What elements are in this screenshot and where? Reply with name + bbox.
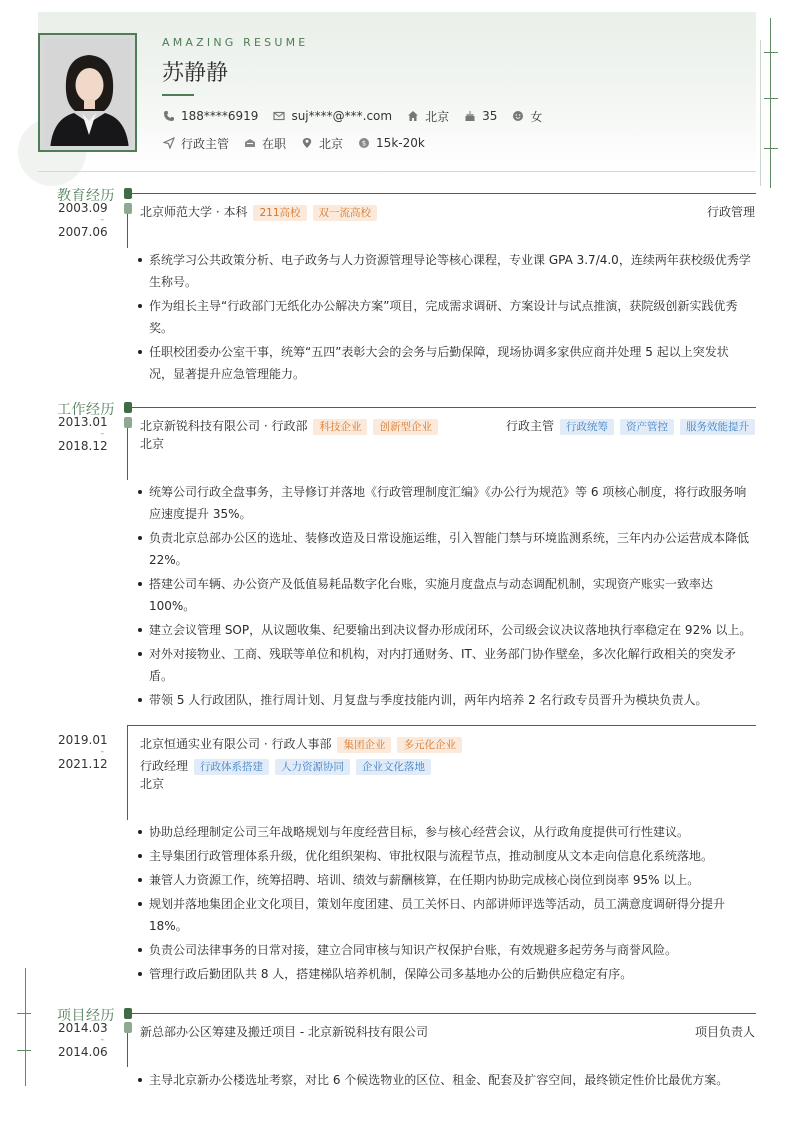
contact-email: suj****@***.com	[272, 109, 392, 123]
edu-school: 北京师范大学 · 本科	[140, 205, 248, 219]
face-icon	[511, 110, 524, 123]
section-title-work: 工作经历	[57, 402, 115, 418]
svg-text:$: $	[361, 139, 366, 148]
list-item: 作为组长主导“行政部门无纸化办公解决方案”项目，完成需求调研、方案设计与试点推演，获院级创新实践优秀奖。	[138, 295, 752, 339]
timeline-dot	[124, 402, 132, 413]
job-company: 北京新锐科技有限公司 · 行政部	[140, 419, 308, 433]
timeline-line	[127, 214, 128, 248]
timeline-dot-light	[124, 417, 132, 428]
timeline-line	[127, 1033, 128, 1067]
contact-gender: 女	[511, 108, 542, 125]
project-start-date: 2014.03	[58, 1021, 108, 1035]
job-company-row	[140, 417, 438, 435]
decorative-tick	[17, 1050, 31, 1051]
edu-end-date: 2007.06	[58, 225, 108, 239]
list-item: 主导集团行政管理体系升级，优化组织架构、审批权限与流程节点，推动制度从文本走向信息化系统落地。	[138, 845, 752, 867]
candidate-name: 苏静静	[162, 61, 229, 86]
coin-icon	[357, 137, 370, 150]
list-item: 建立会议管理 SOP，从议题收集、纪要输出到决议督办形成闭环，公司级会议决议落地执行率稳定在 92% 以上。	[138, 619, 752, 641]
tag: 人力资源协同	[275, 759, 350, 775]
timeline-dot-light	[124, 1022, 132, 1033]
edu-school-row	[140, 203, 377, 221]
section-title-education: 教育经历	[57, 188, 115, 204]
tag: 服务效能提升	[680, 419, 755, 435]
contact-row	[162, 107, 556, 125]
timeline-dot	[124, 1008, 132, 1019]
home-icon	[406, 110, 419, 123]
project-end-date: 2014.06	[58, 1045, 108, 1059]
tag: 集团企业	[337, 737, 391, 753]
list-item: 负责公司法律事务的日常对接，建立合同审核与知识产权保护台账，有效规避多起劳务与商誉风险。	[138, 939, 752, 961]
list-item: 主导北京新办公楼选址考察，对比 6 个候选物业的区位、租金、配套及扩容空间，最终锁定性价比最优方案。	[138, 1069, 752, 1091]
list-item: 负责北京总部办公区的选址、装修改造及日常设施运维，引入智能门禁与环境监测系统，三年内办公运营成本降低 22%。	[138, 527, 752, 571]
job-role: 行政主管	[505, 419, 554, 433]
project-name: 新总部办公区筹建及搬迁项目 - 北京新锐科技有限公司	[140, 1025, 428, 1039]
date-separator: -	[100, 1035, 104, 1045]
tag: 创新型企业	[373, 419, 438, 435]
edu-start-date: 2003.09	[58, 201, 108, 215]
cake-icon	[463, 110, 476, 123]
job-end-date: 2021.12	[58, 757, 108, 771]
job-company: 北京恒通实业有限公司 · 行政人事部	[140, 737, 332, 751]
job-end-date: 2018.12	[58, 439, 108, 453]
intent-position: 行政主管	[162, 135, 229, 152]
location-icon	[300, 137, 313, 150]
edu-bullets	[138, 249, 752, 387]
tag: 行政体系搭建	[194, 759, 269, 775]
project-bullets	[138, 1069, 752, 1093]
timeline-line	[127, 725, 128, 820]
tag: 行政统筹	[560, 419, 614, 435]
job-start-date: 2019.01	[58, 733, 108, 747]
send-icon	[162, 137, 175, 150]
decorative-tick	[764, 148, 778, 149]
job-city: 北京	[140, 437, 165, 451]
job-role: 行政经理	[140, 759, 189, 773]
date-separator: -	[100, 215, 104, 225]
list-item: 协助总经理制定公司三年战略规划与年度经营目标，参与核心经营会议，从行政角度提供可行性建议。	[138, 821, 752, 843]
list-item: 管理行政后勤团队共 8 人，搭建梯队培养机制，保障公司多基地办公的后勤供应稳定有序。	[138, 963, 752, 985]
contact-phone: 188****6919	[162, 109, 258, 123]
tag: 双一流高校	[313, 205, 378, 221]
section-title-project: 项目经历	[57, 1008, 115, 1024]
brand-label: AMAZING RESUME	[162, 36, 309, 49]
job-role-row	[140, 757, 431, 775]
name-underline	[162, 94, 194, 96]
list-item: 对外对接物业、工商、残联等单位和机构，对内打通财务、IT、业务部门协作壁垒，多次化解行政相关的突发矛盾。	[138, 643, 752, 687]
decorative-border-right	[770, 18, 771, 188]
edu-major: 行政管理	[706, 205, 755, 219]
timeline-dot	[124, 188, 132, 199]
tag: 多元化企业	[397, 737, 462, 753]
list-item: 系统学习公共政策分析、电子政务与人力资源管理导论等核心课程，专业课 GPA 3.7/4.0，连续两年获校级优秀学生称号。	[138, 249, 752, 293]
intent-salary: $ 15k-20k	[357, 136, 425, 150]
decorative-tick	[17, 1013, 31, 1014]
list-item: 带领 5 人行政团队，推行周计划、月复盘与季度技能内训，两年内培养 2 名行政专员晋升为模块负责人。	[138, 689, 752, 711]
job-divider	[128, 725, 756, 726]
intent-city: 北京	[300, 135, 343, 152]
person-portrait-icon	[44, 39, 131, 146]
decorative-tick	[764, 98, 778, 99]
timeline-dot-light	[124, 203, 132, 214]
list-item: 统筹公司行政全盘事务，主导修订并落地《行政管理制度汇编》《办公行为规范》等 6 项核心制度，将行政服务响应速度提升 35%。	[138, 481, 752, 525]
list-item: 兼管人力资源工作，统筹招聘、培训、绩效与薪酬核算，在任期内协助完成核心岗位到岗率 95% 以上。	[138, 869, 752, 891]
date-separator: -	[100, 747, 104, 757]
list-item: 规划并落地集团企业文化项目，策划年度团建、员工关怀日、内部讲师评选等活动，员工满意度调研得分提升 18%。	[138, 893, 752, 937]
intent-status: 在职	[243, 135, 286, 152]
header-divider	[38, 171, 756, 172]
status-icon	[243, 137, 256, 150]
contact-age: 35	[463, 109, 497, 123]
job-start-date: 2013.01	[58, 415, 108, 429]
contact-city: 北京	[406, 108, 449, 125]
job-bullets	[138, 821, 752, 987]
section-divider	[132, 1013, 756, 1014]
job-company-row	[140, 735, 462, 753]
job-city: 北京	[140, 777, 165, 791]
decorative-border-right-inner	[760, 40, 761, 186]
decorative-tick	[764, 52, 778, 53]
tag: 资产管控	[620, 419, 674, 435]
project-role: 项目负责人	[694, 1025, 755, 1039]
job-intent-row	[162, 134, 439, 152]
decorative-border-left	[25, 968, 26, 1086]
phone-icon	[162, 110, 175, 123]
section-divider	[132, 193, 756, 194]
job-bullets	[138, 481, 752, 713]
job-role-row	[506, 417, 755, 435]
tag: 211高校	[253, 205, 306, 221]
list-item: 任职校团委办公室干事，统筹“五四”表彰大会的会务与后勤保障，现场协调多家供应商并处理 5 起以上突发状况，显著提升应急管理能力。	[138, 341, 752, 385]
date-separator: -	[100, 429, 104, 439]
profile-photo	[38, 33, 137, 152]
list-item: 搭建公司车辆、办公资产及低值易耗品数字化台账，实施月度盘点与动态调配机制，实现资产账实一致率达 100%。	[138, 573, 752, 617]
timeline-line	[127, 428, 128, 480]
section-divider	[132, 407, 756, 408]
tag: 科技企业	[313, 419, 367, 435]
mail-icon	[272, 110, 285, 123]
tag: 企业文化落地	[356, 759, 431, 775]
